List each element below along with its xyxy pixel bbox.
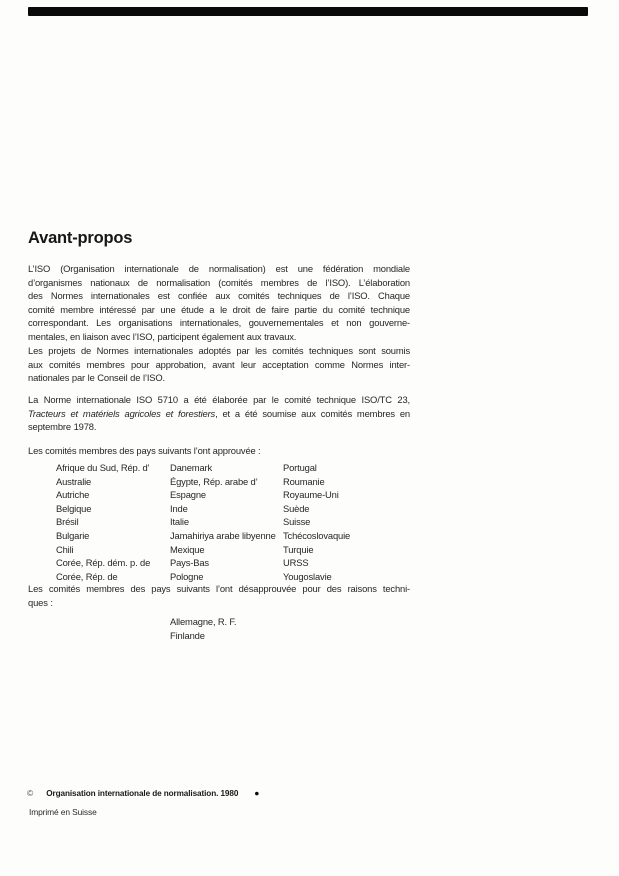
paragraph-line: septembre 1978. <box>28 421 97 433</box>
foreword-paragraph-3 <box>28 393 410 434</box>
country-row <box>28 502 410 516</box>
paragraph-line <box>28 407 410 421</box>
approved-countries-table <box>28 461 410 583</box>
bullet-dot-icon: ● <box>254 788 260 798</box>
paragraph-line: La Norme internationale ISO 5710 a été élaborée par le comité technique ISO/TC 23, <box>28 394 410 405</box>
paragraph-line: des Normes internationales est confiée aux comités techniques de l’ISO. Chaque <box>28 290 410 302</box>
paragraph-line-rest: , et a été soumise aux comités membres en <box>215 407 410 419</box>
country-cell: Belgique <box>56 502 92 514</box>
country-cell: Corée, Rép. de <box>56 570 118 582</box>
country-cell: Suisse <box>283 516 311 528</box>
country-row <box>28 515 410 529</box>
printed-in-line: Imprimé en Suisse <box>29 807 97 817</box>
paragraph-line: L’ISO (Organisation internationale de normalisation) est une fédération mondiale <box>28 263 410 274</box>
country-cell: Tchécoslovaquie <box>283 529 351 541</box>
country-cell: Yougoslavie <box>283 570 332 582</box>
disapproved-countries-intro <box>28 582 410 609</box>
country-cell: Afrique du Sud, Rép. d’ <box>56 462 150 473</box>
country-cell: Italie <box>170 516 189 528</box>
country-cell: Pays-Bas <box>170 557 209 569</box>
technical-committee-title-italic: Tracteurs et matériels agricoles et forestiers <box>28 407 216 419</box>
paragraph-line: mentales, en liaison avec l’ISO, participent également aux travaux. <box>28 330 297 342</box>
foreword-paragraph-1 <box>28 262 410 344</box>
copyright-line <box>27 788 259 799</box>
country-cell: Roumanie <box>283 475 325 487</box>
country-cell: Mexique <box>170 543 205 555</box>
country-cell: Jamahiriya arabe libyenne <box>170 529 276 541</box>
country-cell: Chili <box>56 543 74 555</box>
paragraph-line: ques : <box>28 596 53 608</box>
paragraph-line: Les projets de Normes internationales adoptés par les comités techniques sont soumis <box>28 345 410 356</box>
country-cell: Autriche <box>56 489 90 501</box>
country-cell: Turquie <box>283 543 314 555</box>
foreword-paragraph-2 <box>28 344 410 385</box>
country-cell: Espagne <box>170 489 206 501</box>
paragraph-line: nationales par le Conseil de l’ISO. <box>28 372 165 384</box>
scan-edge-bar <box>28 7 588 16</box>
copyright-text: Organisation internationale de normalisation. 1980 <box>46 789 239 798</box>
country-row <box>28 475 410 489</box>
country-cell: Allemagne, R. F. <box>170 616 237 627</box>
country-cell: Inde <box>170 502 188 514</box>
paragraph-line: correspondant. Les organisations internationales, gouvernementales et non gouverne- <box>28 317 410 329</box>
disapproved-countries-list <box>170 615 236 642</box>
country-cell: Australie <box>56 475 92 487</box>
country-cell: Danemark <box>170 462 213 473</box>
country-cell: Suède <box>283 502 310 514</box>
country-row <box>28 529 410 543</box>
country-cell: Bulgarie <box>56 529 90 541</box>
country-cell: Brésil <box>56 516 79 528</box>
country-cell: Royaume-Uni <box>283 489 339 501</box>
country-cell: Finlande <box>170 629 205 641</box>
paragraph-line: Les comités membres des pays suivants l’ont désapprouvée pour des raisons techni- <box>28 583 410 594</box>
country-cell: URSS <box>283 557 309 569</box>
country-row <box>28 488 410 502</box>
paragraph-line: comité membre intéressé par une étude a le droit de faire partie du comité technique <box>28 303 410 315</box>
paragraph-line: d’organismes nationaux de normalisation (comités membres de l’ISO). L’élaboration <box>28 276 410 288</box>
country-cell: Égypte, Rép. arabe d’ <box>170 475 258 487</box>
country-row <box>28 556 410 570</box>
approved-countries-intro: Les comités membres des pays suivants l’ont approuvée : <box>28 445 261 456</box>
country-cell: Corée, Rép. dém. p. de <box>56 557 151 569</box>
page-title: Avant-propos <box>28 229 133 247</box>
country-row <box>28 543 410 557</box>
country-cell: Pologne <box>170 570 204 582</box>
copyright-symbol: © <box>27 788 34 798</box>
country-cell: Portugal <box>283 462 317 473</box>
paragraph-line: aux comités membres pour approbation, avant leur acceptation comme Normes inter- <box>28 358 410 370</box>
country-row <box>28 461 410 475</box>
